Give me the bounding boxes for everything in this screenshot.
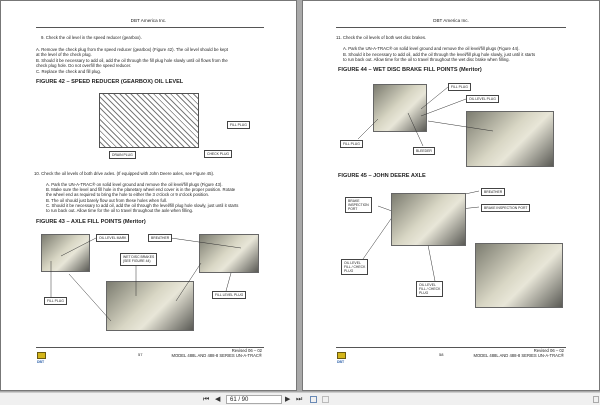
label-text: PORT [348,207,358,211]
label-breather: BREATHER [481,188,505,196]
page-number-input[interactable]: 61 / 90 [226,395,282,404]
single-page-view-icon[interactable] [322,396,329,403]
step-10-b3: B. The oil should just barely flow out from these holes when full. [46,198,168,203]
photo-breather [199,234,259,273]
figure-42-title: FIGURE 42 – SPEED REDUCER (GEARBOX) OIL LEVEL [36,79,184,85]
label-text: (SEE FIGURE 44) [123,259,151,264]
label-text: OIL LEVEL [344,261,361,265]
step-9-c: C. Replace the check and fill plug. [36,69,101,74]
label-oil-level-fill-check-2 [416,281,443,297]
photo-jd-axle [475,243,563,308]
step-9-a: A. Remove the check plug from the speed reducer (gearbox) (Figure 42). The oil level should be kept [36,47,228,52]
next-page-button[interactable]: ▶ [285,396,291,403]
label-fill-plug: FILL PLUG [227,121,250,129]
logo-text: DBT [337,360,345,364]
label-oil-level-mark: OIL LEVEL MARK [96,234,129,242]
step-11-b2: to run back out. Allow time for the oil to travel throughout the wet disc brake when filling. [343,57,510,62]
step-9-b: B. Should it be necessary to add oil, add the oil through the fill plug hole slowly until oil flows from the [36,58,228,63]
first-page-button[interactable]: ⏮ [203,396,210,403]
page-toolbar [0,392,600,405]
label-oil-level-fill-check-1 [341,259,368,275]
step-11: 11. Check the oil levels of both wet disc brakes. [336,35,427,40]
label-bleeder: BLEEDER [413,147,435,155]
step-10-b2: the wheel end as required to bring the hole to either the 3 o'clock or 9 o'clock position. [46,192,210,197]
model: MODEL 488L AND 488-8 SERIES UN-A-TRAC® [473,353,564,358]
label-text: WET DISC BRAKES [123,255,155,259]
header-rule [336,27,566,28]
label-fill-plug: FILL PLUG [448,83,471,91]
step-9: 9. Check the oil level in the speed reducer (gearbox). [41,35,142,40]
label-fill-level-plug: FILL LEVEL PLUG [212,291,246,299]
step-10: 10. Check the oil levels of both drive axles. (If equipped with John Deere axles, see Figure 45). [34,171,215,176]
revised: Revised 06 – 02 [533,348,564,353]
dbt-logo [337,352,346,359]
revised: Revised 06 – 02 [231,348,262,353]
figure-45-title: FIGURE 45 – JOHN DEERE AXLE [338,173,426,179]
step-11-a: A. Park the UN-A-TRAC® on solid level ground and remove the oil level/fill plugs (Figure 44). [343,46,520,51]
page-header: DBT America Inc. [433,18,469,23]
photo-jd-axle-closeup [391,193,466,246]
label-breather: BREATHER [148,234,172,242]
figure-43-title: FIGURE 43 – AXLE FILL POINTS (Meritor) [36,219,146,225]
logo-text: DBT [37,360,45,364]
two-page-view-icon[interactable] [310,396,317,403]
previous-page-button[interactable]: ◀ [215,396,221,403]
figure-44-title: FIGURE 44 – WET DISC BRAKE FILL POINTS (Meritor) [338,67,482,73]
label-fill-plug: FILL PLUG [44,297,67,305]
gearbox-drawing [99,93,199,148]
label-text: OIL LEVEL [419,283,436,287]
label-text: FILL / CHECK [419,287,441,291]
last-page-button[interactable]: ⏭ [296,396,303,403]
photo-brake-closeup [373,84,427,132]
page-number: 57 [138,352,143,357]
step-10-a: A. Park the UN-A-TRAC® on solid level ground and remove the oil level/fill plugs (Figure 43). [46,182,223,187]
page-header: DBT America Inc. [130,18,167,23]
page-number: 58 [439,352,444,357]
step-11-b: B. Should it be necessary to add oil, add the oil through the level/fill plug hole slowly, just until it starts [343,52,536,57]
step-9-a2: at the level of the check plug. [36,52,92,57]
footer-text [473,348,564,358]
label-brake-inspection-port-left [345,197,372,213]
resize-grip-icon[interactable] [593,396,599,403]
model: MODEL 488L AND 488-8 SERIES UN-A-TRAC® [171,353,262,358]
label-text: INSPECTION [348,203,369,207]
label-fill-plug-left: FILL PLUG [340,140,363,148]
step-10-b: B. Make sure the level and fill hole in the planetary wheel end cover is in the proper position. Rotate [46,187,236,192]
label-wet-disc-brakes [120,253,157,266]
right-page [302,0,600,391]
step-10-c: C. Should it be necessary to add oil, add the oil through the level/fill plug hole slowly, just until it starts [46,203,239,208]
photo-axle [106,281,194,331]
label-text: PLUG [344,269,354,273]
label-oil-level-plug: OIL LEVEL PLUG [466,95,499,103]
header-rule [36,27,264,28]
photo-brake-axle [466,111,554,167]
dbt-logo [37,352,46,359]
footer-text [171,348,262,358]
left-page [0,0,297,391]
label-brake-inspection-port-right: BRAKE INSPECTION PORT [481,204,530,212]
step-10-c2: to run back out. Allow time for the oil to travel throughout the axle when filling. [46,208,194,213]
label-text: PLUG [419,291,429,295]
label-text: FILL / CHECK [344,265,366,269]
label-check-plug: CHECK PLUG [204,150,232,158]
photo-wheel-end [41,234,90,272]
label-drain-plug: DRAIN PLUG [109,151,136,159]
label-text: BRAKE [348,199,360,203]
step-9-b2: check plug hole. Do not overfill the speed reducer. [36,63,132,68]
